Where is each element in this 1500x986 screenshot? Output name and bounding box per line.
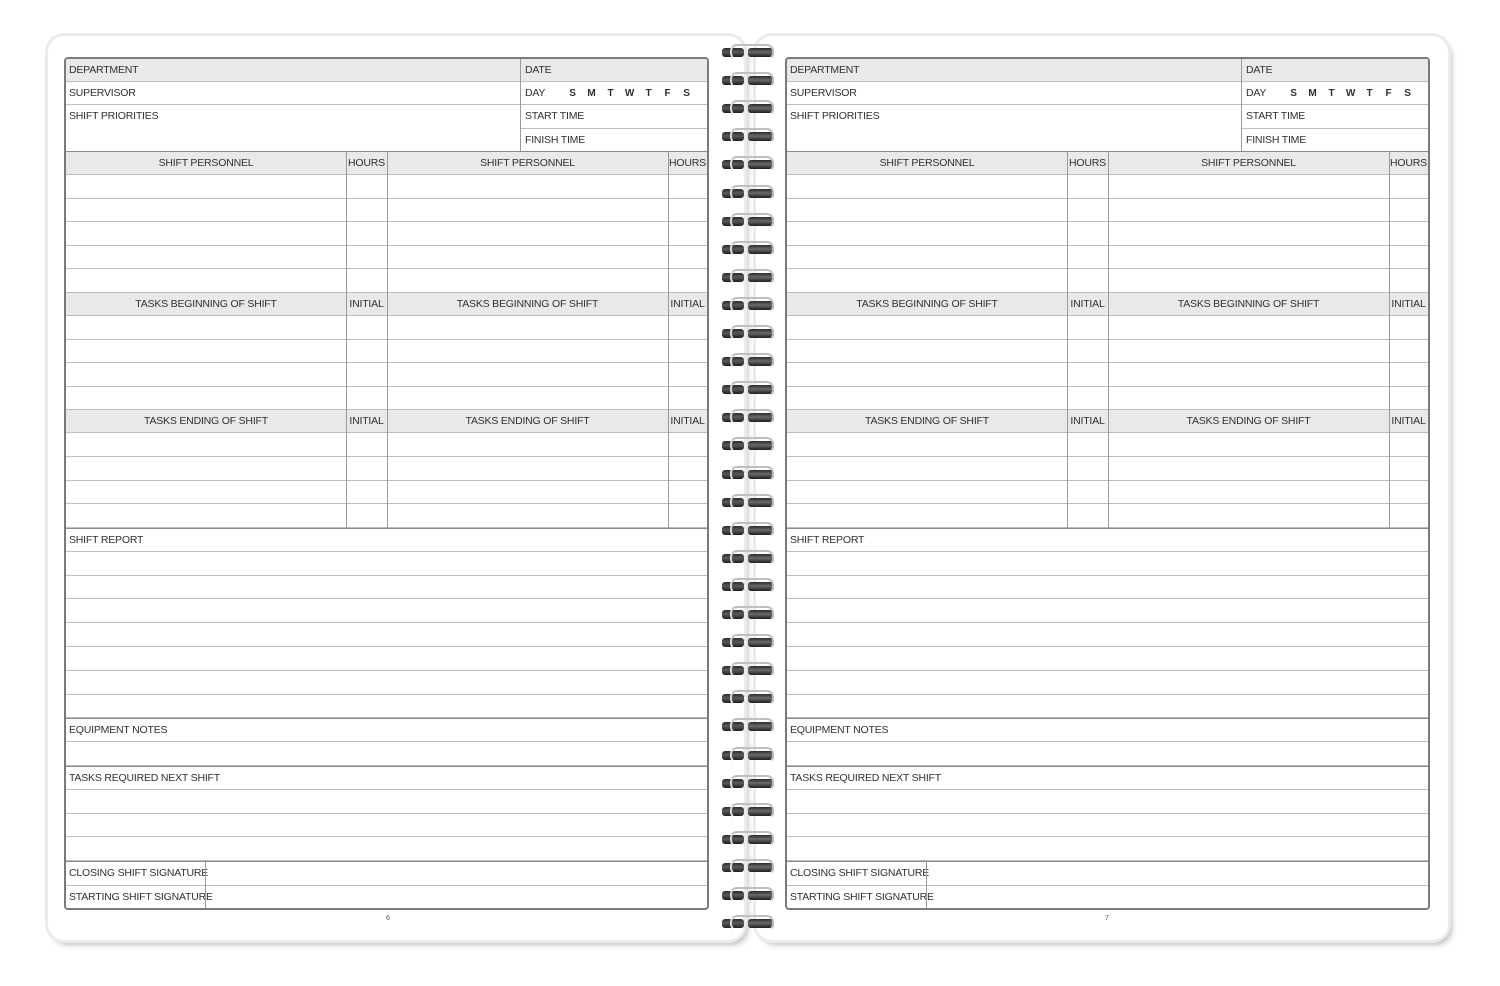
coil-wire (730, 915, 774, 931)
shift-report-header (787, 529, 1428, 552)
column-divider (1108, 293, 1109, 410)
spiral-coil (718, 550, 780, 564)
shift-log-form-left (64, 57, 709, 910)
page-number: 6 (386, 915, 390, 922)
column-divider (926, 862, 927, 910)
spiral-coil (718, 297, 780, 311)
starting-signature-label: STARTING SHIFT SIGNATURE (790, 890, 934, 903)
column-divider (346, 410, 347, 527)
spiral-coil (718, 128, 780, 142)
shift-report-line (66, 599, 707, 623)
column-divider (1389, 152, 1390, 293)
day-label: DAY (525, 87, 546, 99)
coil-wire (730, 578, 774, 594)
tasks-required-line (66, 837, 707, 861)
tasks-beginning-col-right: INITIAL (1391, 298, 1426, 310)
coil-wire (730, 213, 774, 229)
weekday-letter: S (1404, 88, 1411, 99)
equipment-notes-header (66, 719, 707, 742)
column-divider (1389, 293, 1390, 410)
shift-report-line (787, 576, 1428, 600)
shift-report-header (66, 529, 707, 552)
coil-wire (730, 887, 774, 903)
shift-personnel-col-right: HOURS (669, 157, 706, 169)
spiral-coil (718, 915, 780, 929)
spiral-coil (718, 887, 780, 901)
shift-report-line (66, 623, 707, 647)
column-divider (520, 59, 521, 151)
spiral-coil (718, 747, 780, 761)
coil-wire (730, 634, 774, 650)
weekday-letter: T (645, 88, 652, 99)
tasks-required-line (787, 837, 1428, 861)
coil-wire (730, 381, 774, 397)
shift-personnel-col-right: HOURS (1390, 157, 1427, 169)
department-label: DEPARTMENT (790, 64, 860, 76)
weekday-selector (563, 87, 696, 99)
coil-wire (730, 662, 774, 678)
spiral-coil (718, 578, 780, 592)
shift-report-line (66, 576, 707, 600)
spiral-coil (718, 775, 780, 789)
tasks-ending-title-left: TASKS ENDING OF SHIFT (144, 415, 268, 428)
header-row-finish (1241, 128, 1428, 151)
closing-signature-label: CLOSING SHIFT SIGNATURE (69, 867, 209, 880)
tasks-beginning-col-left: INITIAL (349, 298, 384, 310)
column-divider (387, 152, 388, 293)
header-row-priorities (787, 105, 1428, 128)
coil-wire (730, 437, 774, 453)
coil-wire (730, 100, 774, 116)
coil-wire (730, 803, 774, 819)
shift-report-line (787, 599, 1428, 623)
tasks-ending-title-left: TASKS ENDING OF SHIFT (865, 415, 989, 428)
equipment-notes-line (66, 742, 707, 766)
tasks-required-line (787, 790, 1428, 814)
closing-signature-label: CLOSING SHIFT SIGNATURE (790, 867, 930, 880)
tasks-required-header (66, 767, 707, 790)
equipment-notes-header (787, 719, 1428, 742)
shift-priorities-label: SHIFT PRIORITIES (69, 110, 159, 122)
coil-wire (730, 522, 774, 538)
coil-wire (730, 72, 774, 88)
header-row-priorities (66, 105, 707, 128)
tasks-required-line (787, 814, 1428, 838)
coil-wire (730, 831, 774, 847)
coil-wire (730, 690, 774, 706)
coil-wire (730, 269, 774, 285)
shift-report-line (787, 552, 1428, 576)
tasks-required-header (787, 767, 1428, 790)
department-label: DEPARTMENT (69, 64, 139, 76)
page-number: 7 (1105, 915, 1109, 922)
shift-personnel-title-right: SHIFT PERSONNEL (1201, 157, 1296, 169)
column-divider (346, 293, 347, 410)
coil-wire (730, 185, 774, 201)
day-label: DAY (1246, 87, 1267, 99)
tasks-ending-col-left: INITIAL (1070, 415, 1105, 428)
coil-wire (730, 156, 774, 172)
tasks-beginning-col-left: INITIAL (1070, 298, 1105, 310)
weekday-letter: S (1290, 88, 1297, 99)
supervisor-label: SUPERVISOR (790, 87, 857, 99)
shift-report-line (787, 671, 1428, 695)
coil-wire (730, 44, 774, 60)
spiral-coil (718, 437, 780, 451)
weekday-letter: T (1328, 88, 1335, 99)
tasks-required-line (66, 790, 707, 814)
closing-signature-row (66, 862, 707, 886)
spiral-coil (718, 690, 780, 704)
start-time-label: START TIME (1246, 110, 1306, 122)
spiral-coil (718, 803, 780, 817)
tasks-ending-col-right: INITIAL (1391, 415, 1426, 428)
finish-time-label: FINISH TIME (525, 134, 586, 146)
finish-time-label: FINISH TIME (1246, 134, 1307, 146)
column-divider (668, 152, 669, 293)
spiral-binding (718, 38, 784, 938)
shift-report-line (787, 623, 1428, 647)
spiral-coil (718, 381, 780, 395)
weekday-letter: F (664, 88, 671, 99)
column-divider (387, 293, 388, 410)
coil-wire (730, 494, 774, 510)
spiral-coil (718, 522, 780, 536)
shift-personnel-col-left: HOURS (348, 157, 385, 169)
closing-signature-row (787, 862, 1428, 886)
weekday-letter: T (1366, 88, 1373, 99)
column-divider (1067, 410, 1068, 527)
column-divider (1241, 59, 1242, 151)
shift-report-line (66, 552, 707, 576)
shift-report-label: SHIFT REPORT (790, 533, 865, 546)
weekday-letter: S (683, 88, 690, 99)
shift-report-line (66, 695, 707, 719)
shift-personnel-title-right: SHIFT PERSONNEL (480, 157, 575, 169)
column-divider (1067, 152, 1068, 293)
header-row-department (66, 59, 707, 82)
left-page (48, 36, 744, 940)
supervisor-label: SUPERVISOR (69, 87, 136, 99)
header-row-finish (520, 128, 707, 151)
header-row-supervisor (787, 82, 1428, 105)
weekday-selector (1284, 87, 1417, 99)
starting-signature-row (787, 886, 1428, 910)
equipment-notes-label: EQUIPMENT NOTES (790, 724, 889, 737)
tasks-beginning-title-left: TASKS BEGINNING OF SHIFT (856, 298, 998, 310)
coil-wire (730, 297, 774, 313)
coil-wire (730, 747, 774, 763)
tasks-required-line (66, 814, 707, 838)
spiral-coil (718, 72, 780, 86)
shift-personnel-col-left: HOURS (1069, 157, 1106, 169)
tasks-ending-title-right: TASKS ENDING OF SHIFT (1186, 415, 1311, 428)
column-divider (387, 410, 388, 527)
tasks-beginning-title-left: TASKS BEGINNING OF SHIFT (135, 298, 277, 310)
spiral-coil (718, 859, 780, 873)
shift-personnel-title-left: SHIFT PERSONNEL (158, 157, 254, 169)
coil-wire (730, 550, 774, 566)
coil-wire (730, 775, 774, 791)
tasks-ending-title-right: TASKS ENDING OF SHIFT (465, 415, 590, 428)
equipment-notes-label: EQUIPMENT NOTES (69, 724, 168, 737)
coil-wire (730, 241, 774, 257)
column-divider (1067, 293, 1068, 410)
column-divider (1108, 152, 1109, 293)
column-divider (205, 862, 206, 910)
coil-wire (730, 859, 774, 875)
spiral-coil (718, 269, 780, 283)
equipment-notes-line (787, 742, 1428, 766)
column-divider (1389, 410, 1390, 527)
spiral-coil (718, 718, 780, 732)
weekday-letter: S (569, 88, 576, 99)
coil-wire (730, 409, 774, 425)
weekday-letter: W (1345, 88, 1356, 99)
tasks-ending-col-right: INITIAL (670, 415, 705, 428)
shift-priorities-label: SHIFT PRIORITIES (790, 110, 880, 122)
shift-log-form-right (785, 57, 1430, 910)
column-divider (668, 410, 669, 527)
spiral-coil (718, 325, 780, 339)
shift-report-line (787, 695, 1428, 719)
tasks-required-label: TASKS REQUIRED NEXT SHIFT (790, 772, 941, 785)
column-divider (1108, 410, 1109, 527)
start-time-label: START TIME (525, 110, 585, 122)
spiral-coil (718, 634, 780, 648)
spiral-coil (718, 606, 780, 620)
spiral-coil (718, 831, 780, 845)
spiral-coil (718, 185, 780, 199)
starting-signature-row (66, 886, 707, 910)
weekday-letter: M (1308, 88, 1317, 99)
spiral-coil (718, 241, 780, 255)
weekday-letter: M (587, 88, 596, 99)
spiral-coil (718, 44, 780, 58)
spiral-coil (718, 213, 780, 227)
weekday-letter: W (624, 88, 635, 99)
spiral-coil (718, 409, 780, 423)
spiral-coil (718, 494, 780, 508)
coil-wire (730, 466, 774, 482)
coil-wire (730, 718, 774, 734)
weekday-letter: F (1385, 88, 1392, 99)
spiral-coil (718, 466, 780, 480)
tasks-beginning-title-right: TASKS BEGINNING OF SHIFT (456, 298, 599, 310)
tasks-required-label: TASKS REQUIRED NEXT SHIFT (69, 772, 220, 785)
date-label: DATE (525, 64, 552, 76)
shift-report-line (787, 647, 1428, 671)
spiral-coil (718, 100, 780, 114)
coil-wire (730, 606, 774, 622)
shift-personnel-title-left: SHIFT PERSONNEL (879, 157, 975, 169)
header-row-department (787, 59, 1428, 82)
spiral-coil (718, 662, 780, 676)
shift-report-line (66, 671, 707, 695)
column-divider (668, 293, 669, 410)
shift-report-label: SHIFT REPORT (69, 533, 144, 546)
spiral-coil (718, 353, 780, 367)
shift-report-line (66, 647, 707, 671)
coil-wire (730, 128, 774, 144)
starting-signature-label: STARTING SHIFT SIGNATURE (69, 890, 213, 903)
date-label: DATE (1246, 64, 1273, 76)
tasks-beginning-col-right: INITIAL (670, 298, 705, 310)
header-row-supervisor (66, 82, 707, 105)
tasks-beginning-title-right: TASKS BEGINNING OF SHIFT (1177, 298, 1320, 310)
coil-wire (730, 325, 774, 341)
weekday-letter: T (607, 88, 614, 99)
spiral-coil (718, 156, 780, 170)
coil-wire (730, 353, 774, 369)
right-page (756, 36, 1448, 940)
column-divider (346, 152, 347, 293)
tasks-ending-col-left: INITIAL (349, 415, 384, 428)
